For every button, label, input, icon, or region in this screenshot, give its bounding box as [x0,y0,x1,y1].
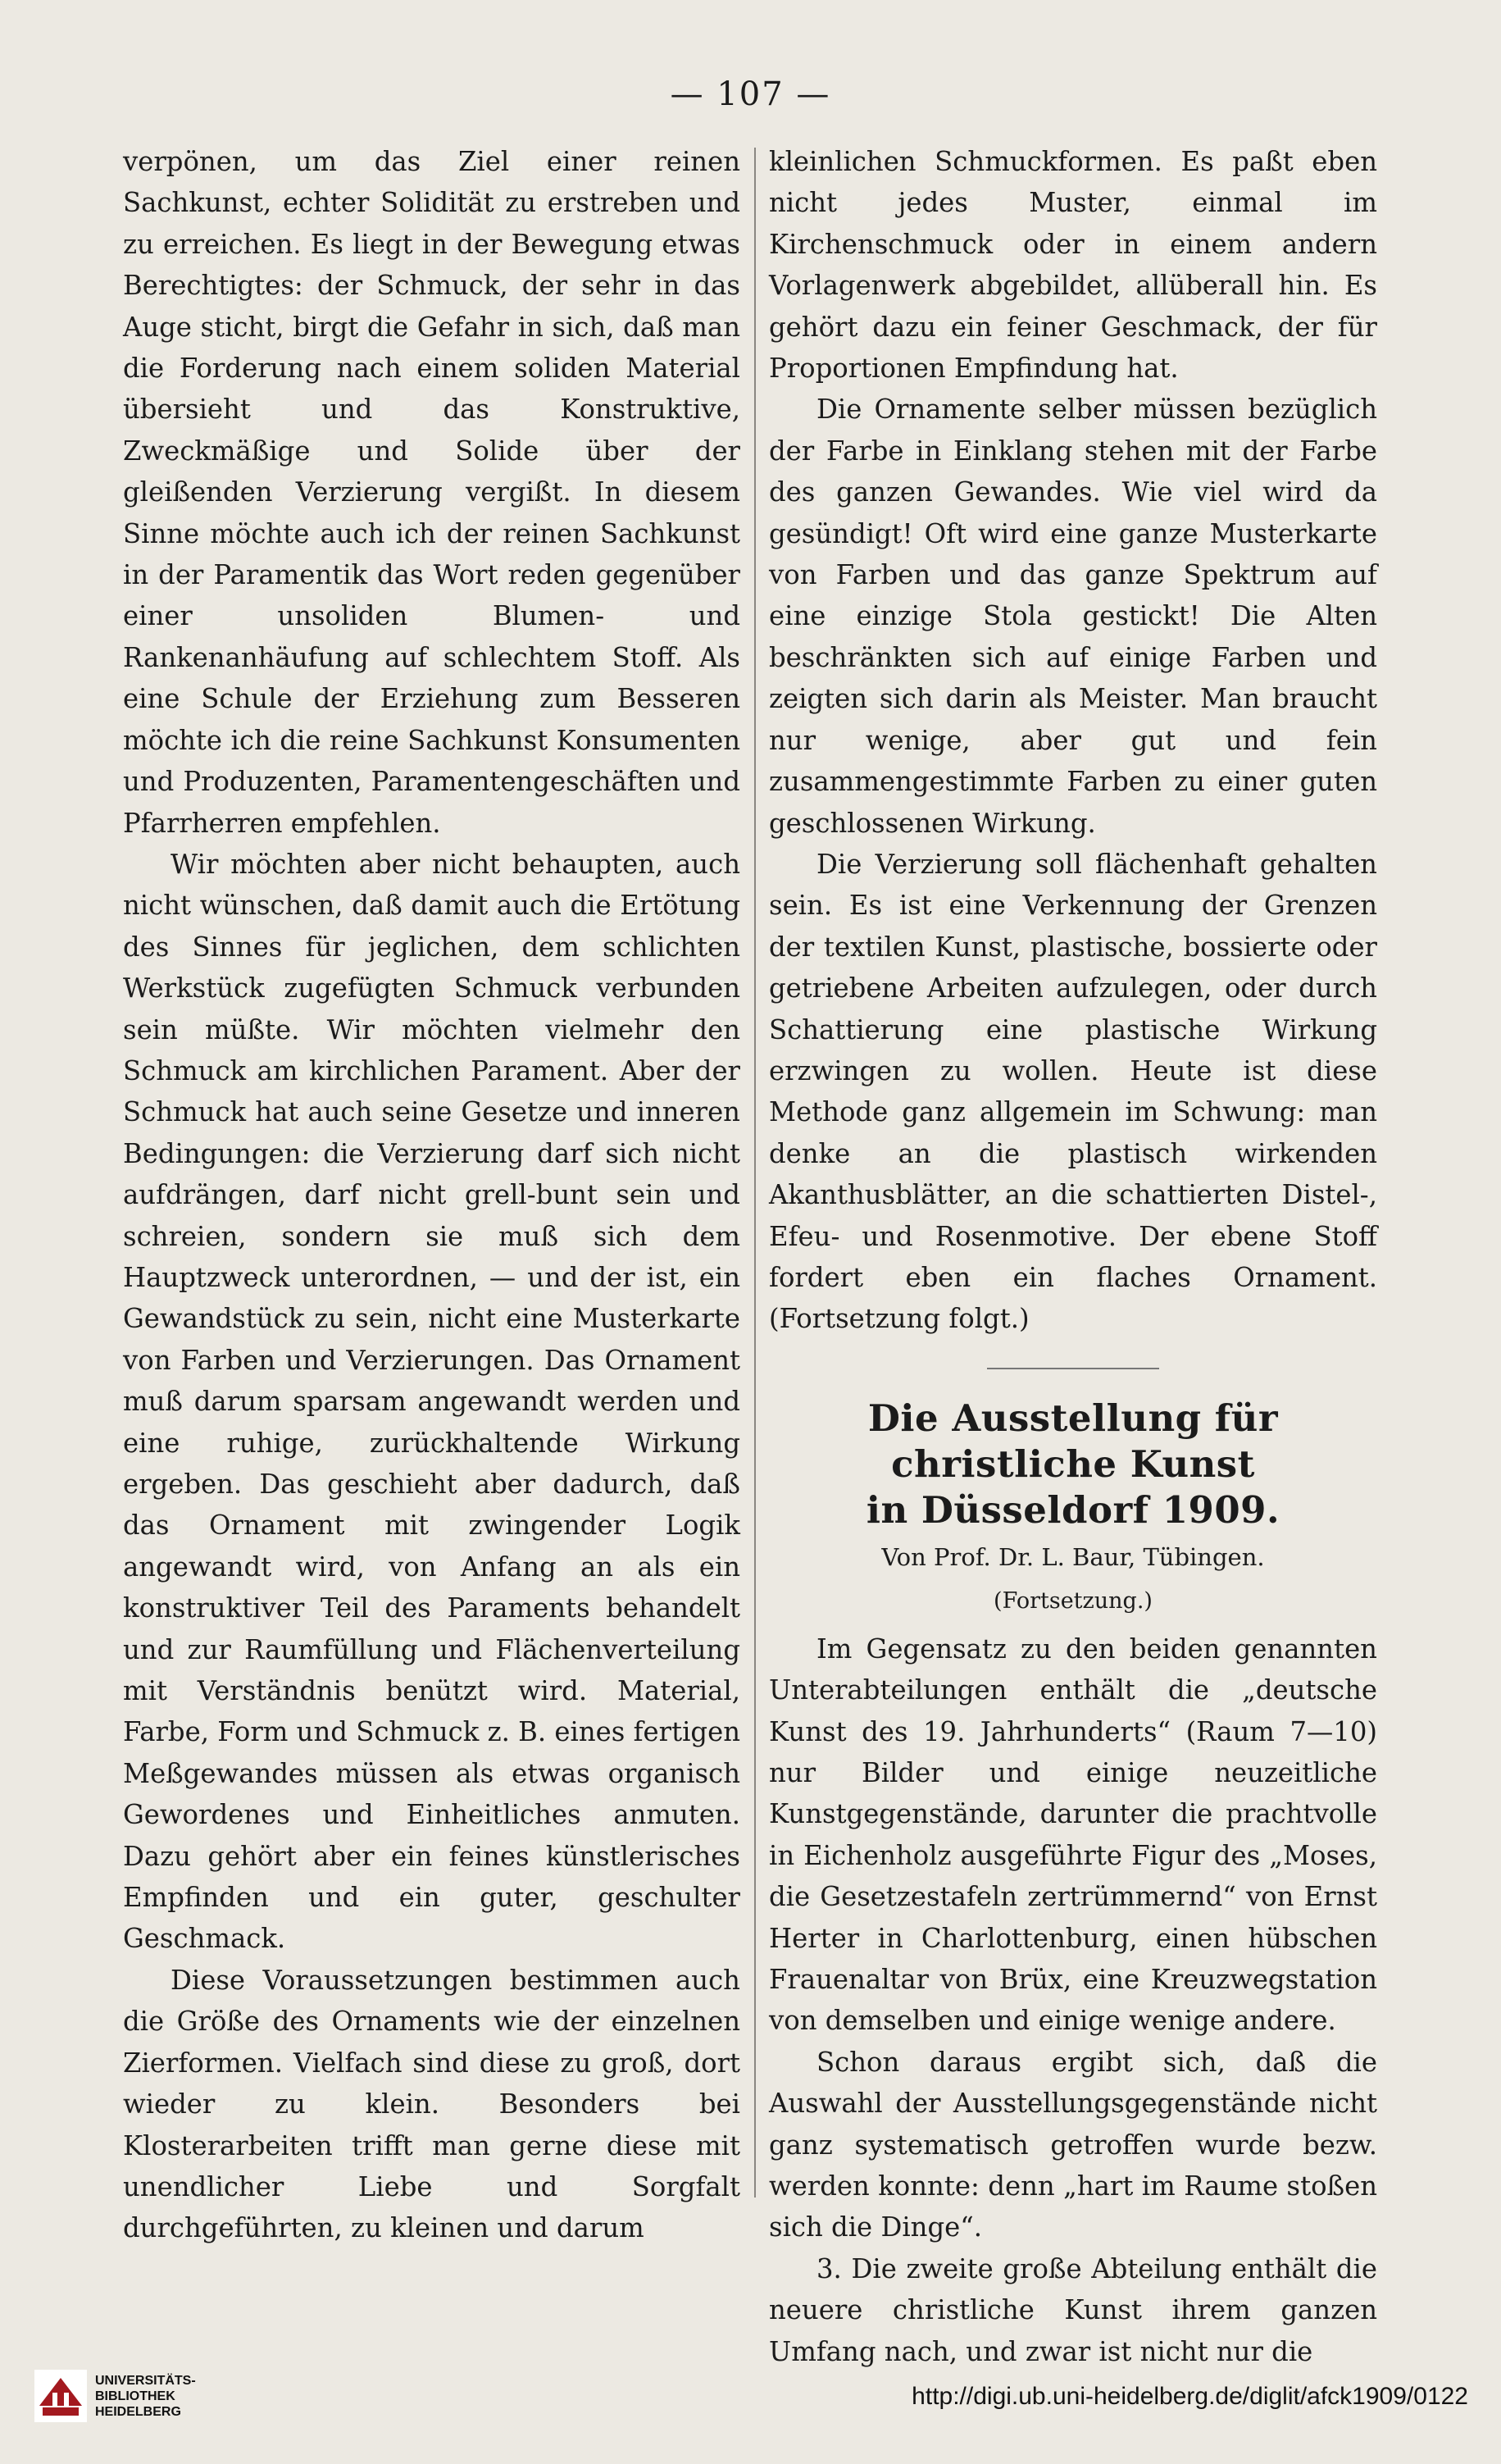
section-separator-rule [987,1368,1159,1369]
source-url-link[interactable]: http://digi.ub.uni-heidelberg.de/diglit/afck1909/0122 [912,2383,1468,2410]
library-logo-text [95,2373,196,2420]
paragraph: Schon daraus ergibt sich, daß die Auswahl der Ausstellungsgegenstände nicht ganz systematisch getroffen wurde bezw. werden konnte: denn „hart im Raume stoßen sich die Dinge“. [769,2046,1377,2243]
paragraph: verpönen, um das Ziel einer reinen Sachkunst, echter Solidität zu erstreben und zu erreichen. Es liegt in der Bewegung etwas Berechtigtes: der Schmuck, der sehr in das Auge sticht, birgt die Gefahr in sich, daß man die Forderung nach einem soliden Material übersieht und das Konstruktive, Zweckmäßige und Solide über der gleißenden Verzierung vergißt. In diesem Sinne möchte auch ich der reinen Sachkunst in der Paramentik das Wort reden gegenüber einer unsoliden Blumen- und Rankenanhäufung auf schlechtem Stoff. Als eine Schule der Erziehung zum Besseren möchte ich die reine Sachkunst Konsumenten und Produzenten, Paramentengeschäften und Pfarrherren empfehlen. [123,146,740,839]
article-title-line-1: Die Ausstellung für christliche Kunst [867,1396,1279,1486]
continuation-note: (Fortsetzung.) [994,1587,1153,1614]
article-title [769,1396,1377,1533]
logo-text-line: BIBLIOTHEK [95,2389,175,2403]
page-number: — 107 — [670,75,831,113]
right-column [769,141,1377,2372]
column-divider [754,148,756,2198]
paragraph: Diese Voraussetzungen bestimmen auch die Größe des Ornaments wie der einzelnen Zierformen. Vielfach sind diese zu groß, dort wieder zu klein. Besonders bei Klosterarbeiten trifft man gerne diese mit unendlicher Liebe und Sorgfalt durchgeführten, zu kleinen und darum [123,1964,740,2244]
left-column [123,141,740,2249]
footer-bar [0,2353,1501,2435]
article-title-line-2: in Düsseldorf 1909. [866,1487,1280,1532]
paragraph: Wir möchten aber nicht behaupten, auch nicht wünschen, daß damit auch die Ertötung des Sinnes für jeglichen, dem schlichten Werkstück zugefügten Schmuck verbunden sein müßte. Wir möchten vielmehr den Schmuck am kirchlichen Parament. Aber der Schmuck hat auch seine Gesetze und inneren Bedingungen: die Verzierung darf sich nicht aufdrängen, darf nicht grell-bunt sein und schreien, sondern sie muß sich dem Hauptzweck unterordnen, — und der ist, ein Gewandstück zu sein, nicht eine Musterkarte von Farben und Verzierungen. Das Ornament muß darum sparsam angewandt werden und eine ruhige, zurückhaltende Wirkung ergeben. Das geschieht aber dadurch, daß das Ornament mit zwingender Logik angewandt wird, von Anfang an als ein konstruktiver Teil des Paraments behandelt und zur Raumfüllung und Flächenverteilung mit Verständnis benützt wird. Material, Farbe, Form und Schmuck z. B. eines fertigen Meßgewandes müssen als etwas organisch Gewordenes und Einheitliches anmuten. Dazu gehört aber ein feines künstlerisches Empfinden und ein guter, geschulter Geschmack. [123,848,740,1955]
paragraph: Im Gegensatz zu den beiden genannten Unterabteilungen enthält die „deutsche Kunst des 19. Jahrhunderts“ (Raum 7—10) nur Bilder und einige neuzeitliche Kunstgegenstände, darunter die prachtvolle in Eichenholz ausgeführte Figur des „Moses, die Gesetzestafeln zertrümmernd“ von Ernst Herter in Charlottenburg, einen hübschen Frauenaltar von Brüx, eine Kreuzwegstation von demselben und einige wenige andere. [769,1633,1377,2037]
article-byline: Von Prof. Dr. L. Baur, Tübingen. [881,1542,1265,1571]
paragraph: kleinlichen Schmuckformen. Es paßt eben nicht jedes Muster, einmal im Kirchenschmuck oder in einem andern Vorlagenwerk abgebildet, allüberall hin. Es gehört dazu ein feiner Geschmack, der für Proportionen Empfindung hat. [769,146,1377,385]
logo-text-line: UNIVERSITÄTS- [95,2374,196,2388]
paragraph: Die Verzierung soll flächenhaft gehalten sein. Es ist eine Verkennung der Grenzen der textilen Kunst, plastische, bossierte oder getriebene Arbeiten aufzulegen, oder durch Schattierung eine plastische Wirkung erzwingen zu wollen. Heute ist diese Methode ganz allgemein im Schwung: man denke an die plastisch wirkenden Akanthusblätter, an die schattierten Distel-, Efeu- und Rosenmotive. Der ebene Stoff fordert eben ein flaches Ornament. (Fortsetzung folgt.) [769,848,1377,1335]
paragraph: 3. Die zweite große Abteilung enthält die neuere christliche Kunst ihrem ganzen Umfang nach, und zwar ist nicht nur die [769,2252,1377,2367]
library-logo-icon [34,2370,87,2422]
paragraph: Die Ornamente selber müssen bezüglich der Farbe in Einklang stehen mit der Farbe des ganzen Gewandes. Wie viel wird da gesündigt! Oft wird eine ganze Musterkarte von Farben und das ganze Spektrum auf eine einzige Stola gestickt! Die Alten beschränkten sich auf einige Farben und zeigten sich darin als Meister. Man braucht nur wenige, aber gut und fein zusammengestimmte Farben zu einer guten geschlossenen Wirkung. [769,394,1377,839]
logo-text-line: HEIDELBERG [95,2405,181,2419]
